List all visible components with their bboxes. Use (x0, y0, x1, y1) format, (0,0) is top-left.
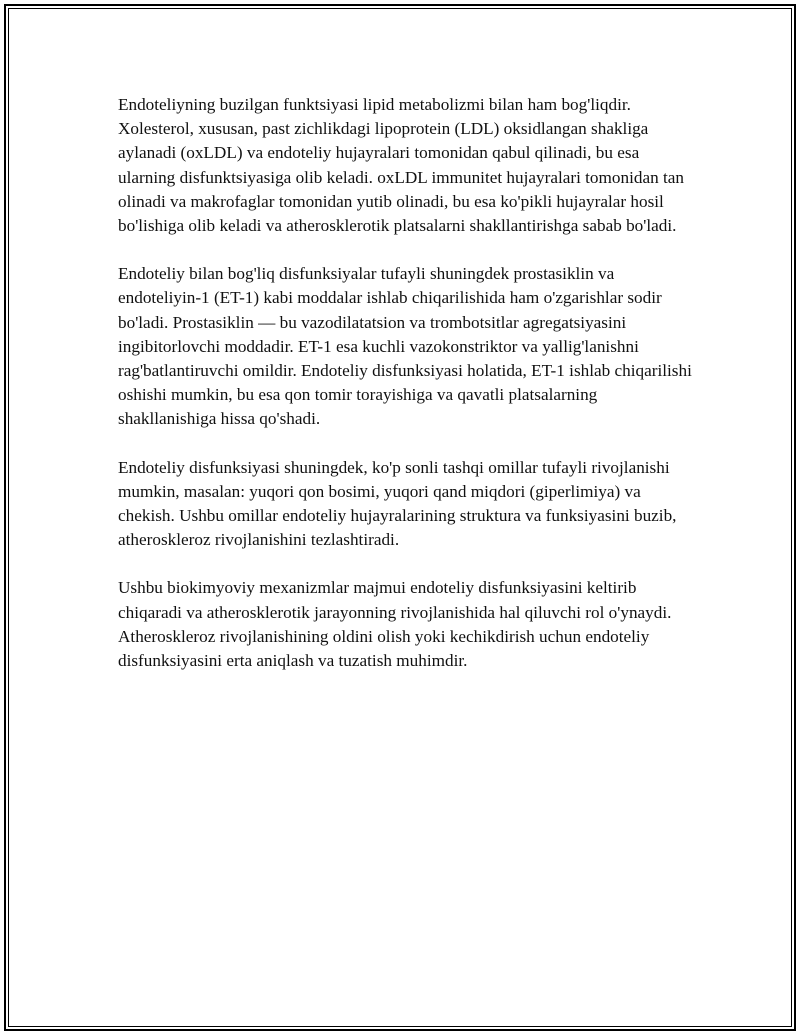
paragraph-3: Endoteliy disfunksiyasi shuningdek, ko'p sonli tashqi omillar tufayli rivojlanishi mumkin, masalan: yuqori qon bosimi, yuqori qand miqdori (giperlimiya) va chekish. Ushbu omillar endoteliy hujayralarining struktura va funksiyasini buzib, atheroskleroz rivojlanishini tezlashtiradi. (118, 457, 677, 550)
document-body (118, 93, 693, 697)
paragraph-1: Endoteliyning buzilgan funktsiyasi lipid metabolizmi bilan ham bog'liqdir. Xolesterol, xususan, past zichlikdagi lipoprotein (LDL) oksidlangan shakliga aylanadi (oxLDL) va endoteliy hujayralari tomonidan qabul qilinadi, bu esa ularning disfunktsiyasiga olib keladi. oxLDL immunitet hujayralari tomonidan tan olinadi va makrofaglar tomonidan yutib olinadi, bu esa ko'pikli hujayralar hosil bo'lishiga olib keladi va atherosklerotik platsalarni shakllantirishga sabab bo'ladi. (118, 95, 684, 236)
paragraph-4: Ushbu biokimyoviy mexanizmlar majmui endoteliy disfunksiyasini keltirib chiqaradi va atherosklerotik jarayonning rivojlanishida hal qiluvchi rol o'ynaydi. Atheroskleroz rivojlanishining oldini olish yoki kechikdirish uchun endoteliy disfunksiyasini erta aniqlash va tuzatish muhimdir. (118, 578, 672, 671)
paragraph-2: Endoteliy bilan bog'liq disfunksiyalar tufayli shuningdek prostasiklin va endoteliyin-1 (ET-1) kabi moddalar ishlab chiqarilishida ham o'zgarishlar sodir bo'ladi. Prostasiklin — bu vazodilatatsion va trombotsitlar agregatsiyasini ingibitorlovchi moddadir. ET-1 esa kuchli vazokonstriktor va yallig'lanishni rag'batlantiruvchi omildir. Endoteliy disfunksiyasi holatida, ET-1 ishlab chiqarilishi oshishi mumkin, bu esa qon tomir torayishiga va qavatli platsalarning shakllanishiga hissa qo'shadi. (118, 264, 692, 429)
